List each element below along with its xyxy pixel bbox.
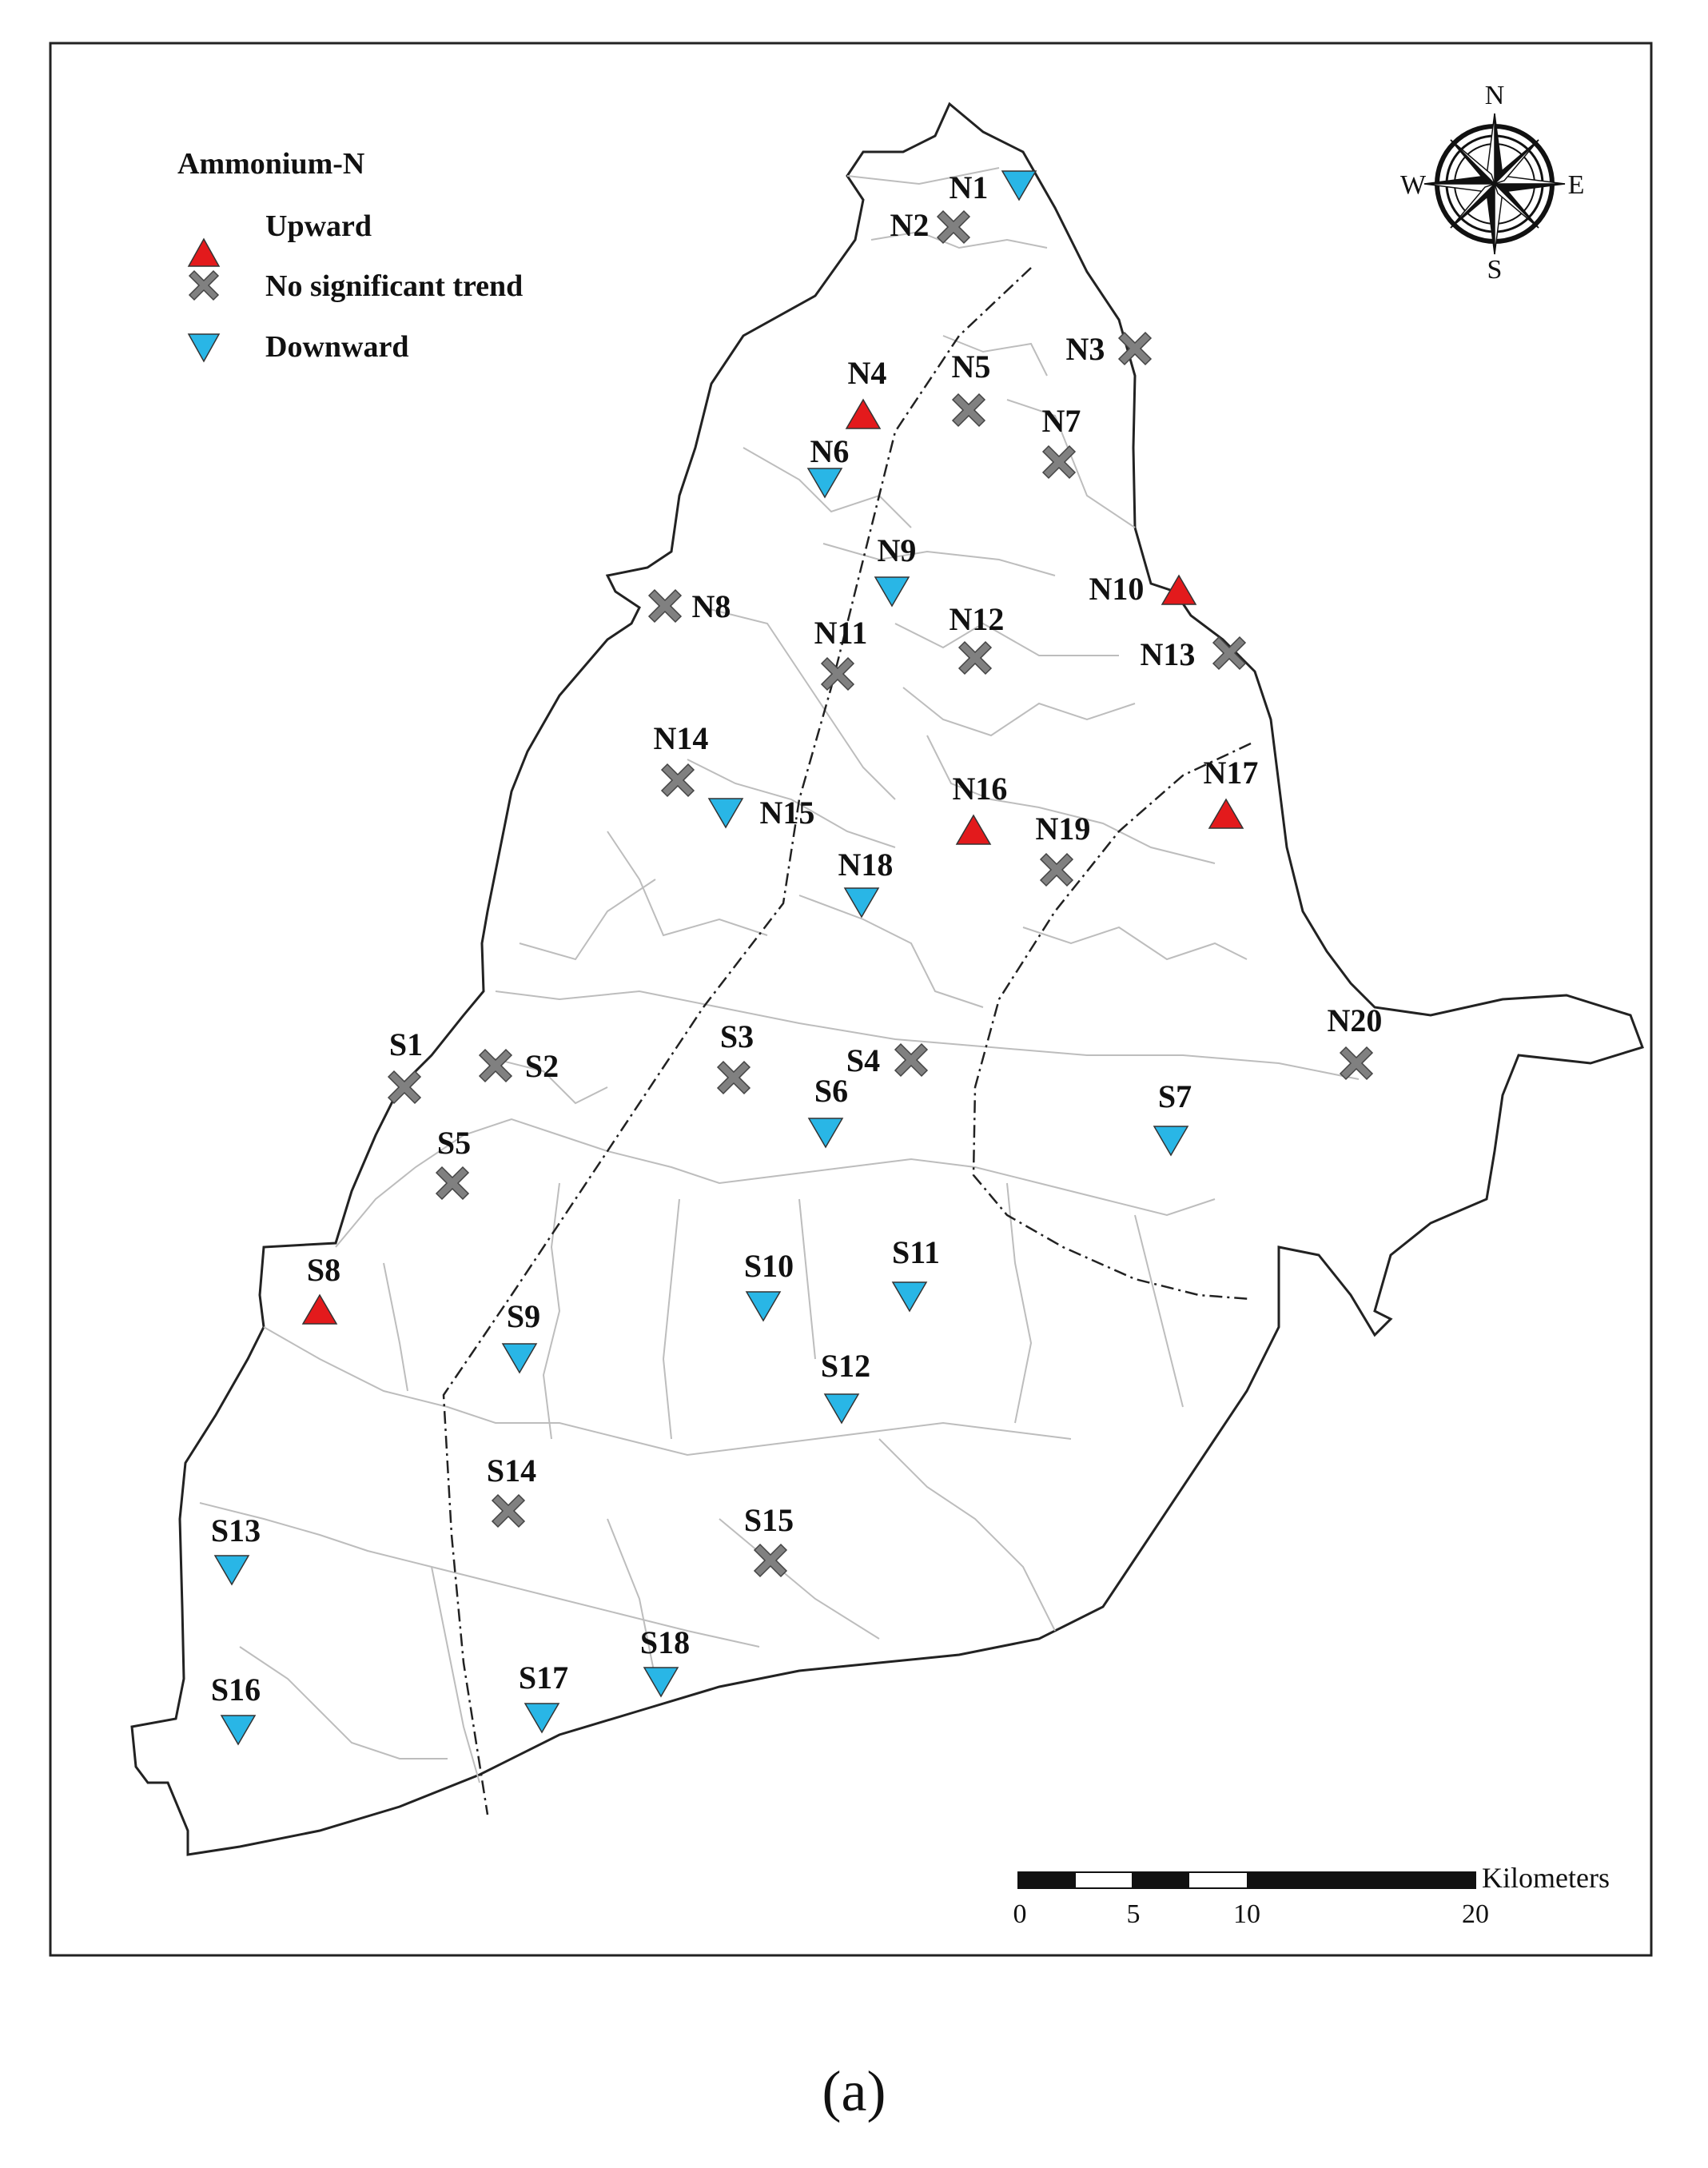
station-label: N7 [1041, 403, 1081, 439]
station-label: S15 [743, 1502, 794, 1538]
station-label: S10 [743, 1248, 794, 1284]
station-label: S14 [486, 1453, 537, 1489]
station-label: N12 [949, 601, 1005, 637]
station-label: S8 [306, 1252, 341, 1288]
compass-west-label: W [1399, 170, 1427, 200]
station-label: S3 [719, 1018, 754, 1054]
station-label: N8 [691, 588, 731, 624]
station-label: S2 [524, 1048, 559, 1084]
station-label: N17 [1203, 755, 1259, 791]
station-label: S9 [506, 1298, 541, 1334]
station-label: N13 [1140, 636, 1196, 672]
station-label: N4 [847, 355, 887, 391]
station-label: N5 [951, 349, 991, 385]
station-label: N1 [949, 169, 989, 205]
station-label: S16 [210, 1672, 261, 1708]
station-label: S17 [518, 1660, 569, 1696]
station-label: N18 [838, 847, 894, 883]
station-n10 [1089, 571, 1196, 607]
station-label: N11 [814, 615, 868, 651]
station-label: S1 [388, 1026, 424, 1062]
station-label: N16 [952, 771, 1008, 807]
legend-downward-label: Downward [265, 330, 409, 364]
scale-tick-10: 10 [1233, 1899, 1260, 1929]
station-label: S7 [1157, 1078, 1192, 1114]
station-label: N19 [1035, 811, 1091, 847]
legend-title: Ammonium-N [177, 147, 365, 181]
scale-tick-20: 20 [1462, 1899, 1489, 1929]
station-n15 [709, 795, 814, 831]
station-label: N10 [1089, 571, 1145, 607]
station-label: N3 [1065, 331, 1105, 367]
station-label: S13 [210, 1512, 261, 1548]
station-label: S4 [846, 1042, 881, 1078]
station-label: N20 [1327, 1002, 1383, 1038]
station-label: S6 [814, 1073, 849, 1109]
compass-north-label: N [1484, 81, 1505, 110]
legend-upward-label: Upward [265, 209, 372, 243]
station-label: N6 [810, 433, 850, 469]
scale-bar-unit: Kilometers [1482, 1862, 1610, 1894]
figure-caption: (a) [822, 2059, 886, 2123]
compass-east-label: E [1567, 170, 1585, 200]
station-label: N15 [759, 795, 815, 831]
station-label: S18 [639, 1624, 691, 1660]
compass-south-label: S [1487, 255, 1503, 285]
legend-no-trend-label: No significant trend [265, 269, 524, 303]
station-label: N9 [877, 532, 917, 568]
station-label: N14 [653, 720, 709, 756]
station-label: S5 [436, 1125, 472, 1161]
station-label: N2 [890, 207, 930, 243]
station-label: S11 [891, 1234, 941, 1270]
station-label: S12 [820, 1348, 871, 1384]
scale-tick-0: 0 [1013, 1899, 1027, 1929]
scale-tick-5: 5 [1126, 1899, 1141, 1929]
